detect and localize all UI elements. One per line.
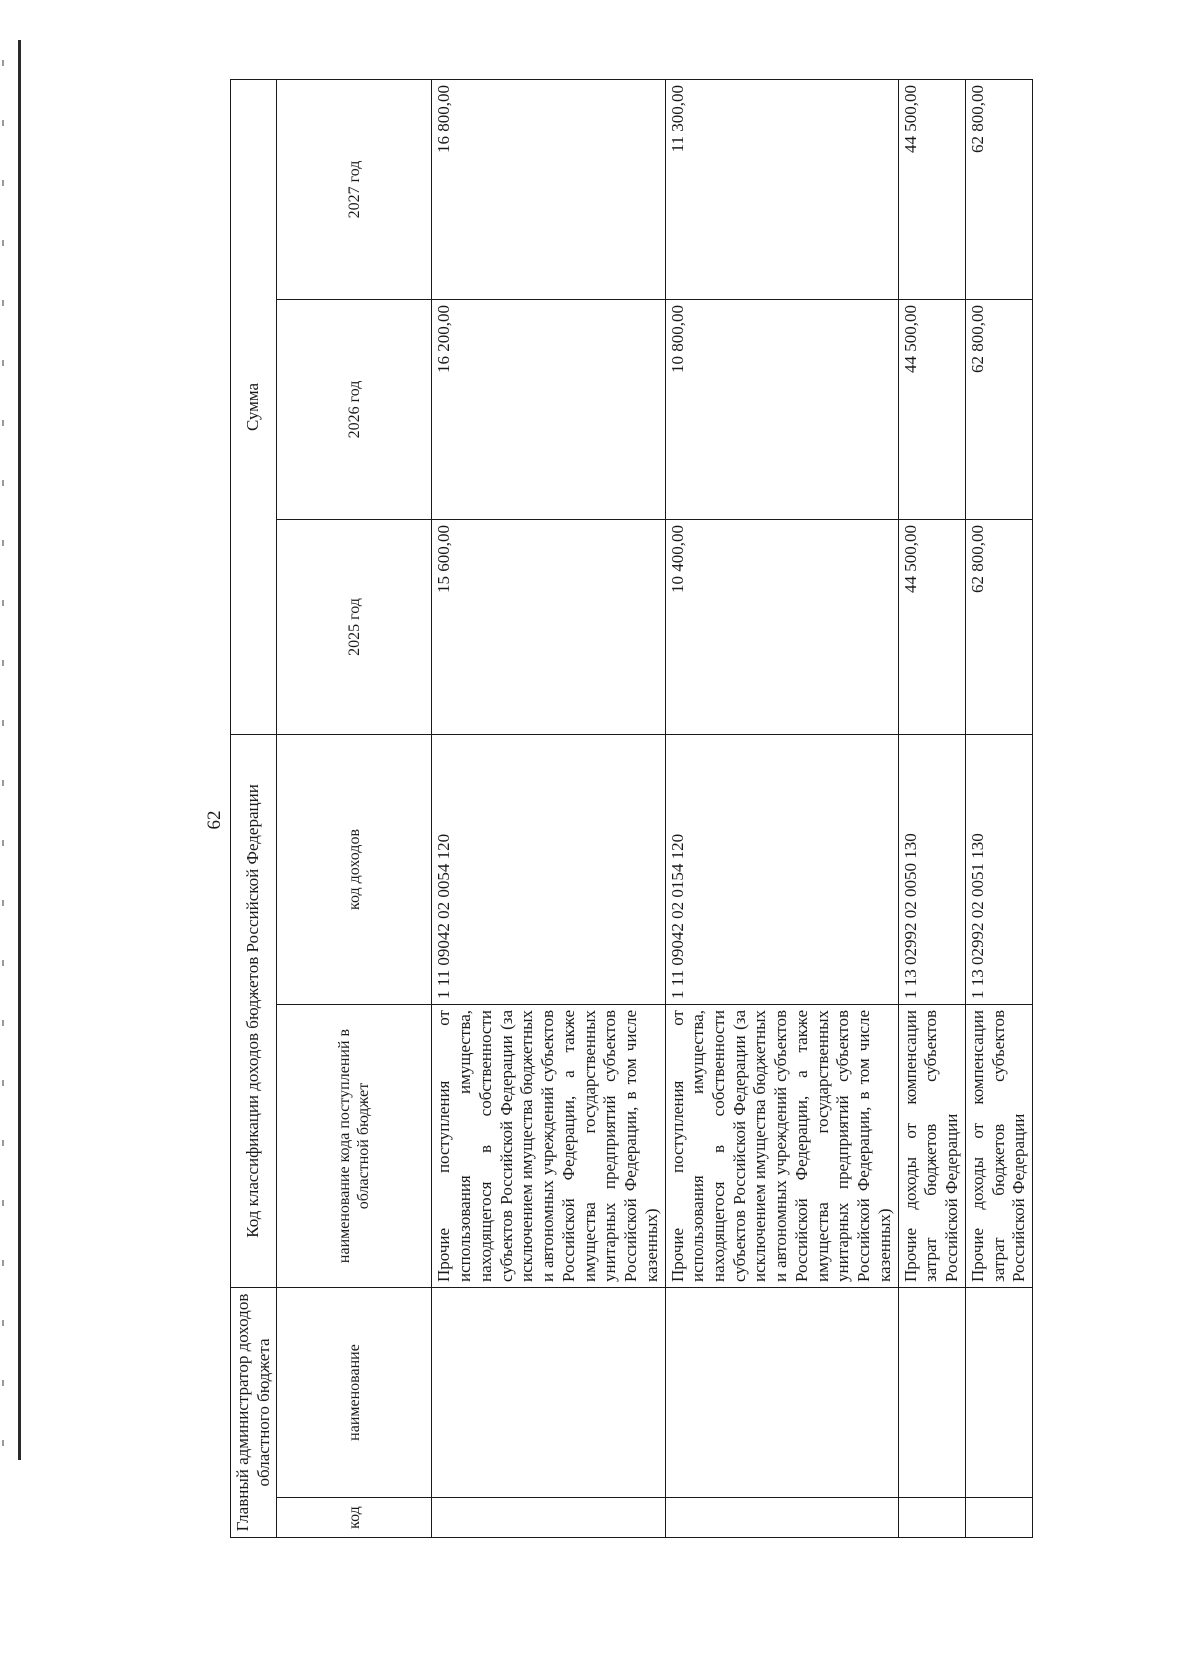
table-row [665, 79, 898, 1537]
amount-2025-cell: 15 600,00 [432, 519, 665, 734]
rotated-document-page [200, 80, 1080, 1560]
header-admin-code: код [277, 1498, 432, 1538]
header-classification-group: Код классификации доходов бюджетов Российской Федерации [231, 734, 277, 1287]
admin-name-cell [665, 1288, 898, 1498]
scan-binding-line [18, 40, 21, 1460]
admin-code-cell [898, 1498, 965, 1538]
header-income-name: наименование кода поступлений в областной бюджет [277, 1005, 432, 1288]
admin-name-cell [898, 1288, 965, 1498]
admin-code-cell [965, 1498, 1032, 1538]
header-row-1 [231, 79, 277, 1537]
table-row [898, 79, 965, 1537]
income-name-cell: Прочие поступления от использования имущества, находящегося в собственности субъектов Российской Федерации (за исключением имущества бюджетных и автономных учреждений субъектов Российской Федерации, а также имущества государственных унитарных предприятий субъектов Российской Федерации, в том числе казенных) [432, 1005, 665, 1288]
amount-2025-cell: 10 400,00 [665, 519, 898, 734]
amount-2026-cell: 10 800,00 [665, 299, 898, 519]
admin-name-cell [432, 1288, 665, 1498]
income-code-cell: 1 11 09042 02 0154 120 [665, 734, 898, 1004]
income-name-cell: Прочие доходы от компенсации затрат бюджетов субъектов Российской Федерации [898, 1005, 965, 1288]
amount-2026-cell: 62 800,00 [965, 299, 1032, 519]
header-year-2026: 2026 год [277, 299, 432, 519]
scan-edge-marks [2, 60, 4, 1460]
income-code-cell: 1 13 02992 02 0051 130 [965, 734, 1032, 1004]
income-code-cell: 1 13 02992 02 0050 130 [898, 734, 965, 1004]
income-name-cell: Прочие доходы от компенсации затрат бюджетов субъектов Российской Федерации [965, 1005, 1032, 1288]
income-code-cell: 1 11 09042 02 0054 120 [432, 734, 665, 1004]
amount-2026-cell: 16 200,00 [432, 299, 665, 519]
admin-code-cell [665, 1498, 898, 1538]
table-row [432, 79, 665, 1537]
amount-2027-cell: 44 500,00 [898, 79, 965, 299]
amount-2025-cell: 62 800,00 [965, 519, 1032, 734]
table-row [965, 79, 1032, 1537]
revenue-table [230, 79, 1033, 1538]
header-sum-group: Сумма [231, 79, 277, 734]
header-row-2 [277, 79, 432, 1537]
amount-2027-cell: 62 800,00 [965, 79, 1032, 299]
header-year-2027: 2027 год [277, 79, 432, 299]
header-year-2025: 2025 год [277, 519, 432, 734]
admin-code-cell [432, 1498, 665, 1538]
header-income-code: код доходов [277, 734, 432, 1004]
amount-2027-cell: 16 800,00 [432, 79, 665, 299]
amount-2027-cell: 11 300,00 [665, 79, 898, 299]
amount-2025-cell: 44 500,00 [898, 519, 965, 734]
admin-name-cell [965, 1288, 1032, 1498]
header-admin-name: наименование [277, 1288, 432, 1498]
amount-2026-cell: 44 500,00 [898, 299, 965, 519]
income-name-cell: Прочие поступления от использования имущества, находящегося в собственности субъектов Российской Федерации (за исключением имущества бюджетных и автономных учреждений субъектов Российской Федерации, а также имущества государственных унитарных предприятий субъектов Российской Федерации, в том числе казенных) [665, 1005, 898, 1288]
header-admin-group: Главный администратор доходов областного бюджета [231, 1288, 277, 1538]
page-number: 62 [204, 810, 225, 830]
